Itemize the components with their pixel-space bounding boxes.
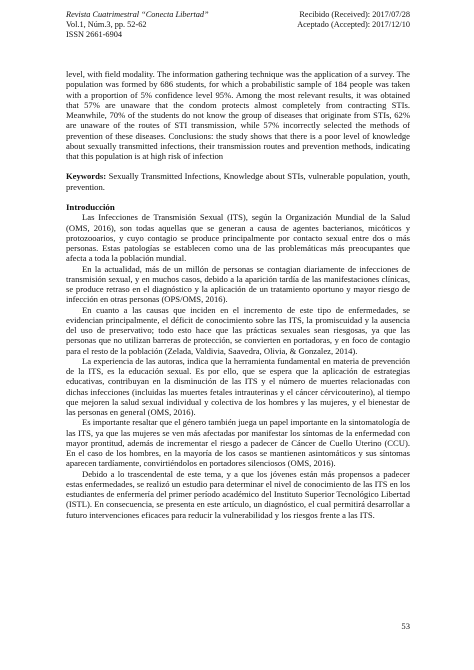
paragraph: Debido a lo trascendental de este tema, y a que los jóvenes están más propensos a padecer estas enfermedades, se realizó un estudio para determinar el nivel de conocimiento de las ITS en los estudiantes de enfermería del primer período académico del Instituto Superior Tecnológico Libertad (ISTL). En consecuencia, se presenta en este artículo, un diagnóstico, el cual permitirá desarrollar a futuro intervenciones eficaces para reducir la vulnerabilidad y los riesgos frente a las ITS. bbox=[66, 468, 410, 520]
header-journal-info bbox=[66, 10, 209, 41]
paragraph: En la actualidad, más de un millón de personas se contagian diariamente de infecciones de transmisión sexual, y en muchos casos, debido a la aparición tardía de las manifestaciones clínicas, se produce retraso en el diagnóstico y la aplicación de un tratamiento oportuno y mayor riesgo de infección en otras personas (OPS/OMS, 2016). bbox=[66, 263, 410, 305]
paragraph: En cuanto a las causas que inciden en el incremento de este tipo de enfermedades, se evidencian principalmente, el déficit de conocimiento sobre las ITS, la promiscuidad y la ausencia del uso de preservativo; todo esto hace que las prácticas sexuales sean riesgosas, ya que las personas que no utilizan barreras de protección, se convierten en portadoras, y en foco de contagio para el resto de la población (Zelada, Valdivia, Saavedra, Olivia, & Gonzalez, 2014). bbox=[66, 304, 410, 356]
section-title: Introducción bbox=[66, 201, 115, 212]
journal-title: Revista Cuatrimestral “Conecta Libertad” bbox=[66, 10, 209, 19]
keywords bbox=[66, 171, 410, 192]
journal-volume: Vol.1, Núm.3, pp. 52-62 bbox=[66, 20, 147, 30]
keywords-text: Sexually Transmitted Infections, Knowledge about STIs, vulnerable population, youth, prevention. bbox=[66, 171, 410, 192]
abstract-continuation: level, with field modality. The information gathering technique was the application of a survey. The population was formed by 686 students, for which a probabilistic sample of 184 people was taken with a proportion of 5% confidence level 95%. Among the most relevant results, it was obtained that 57% are unaware that the condom protects almost completely from contracting STIs. Meanwhile, 70% of the students do not know the group of diseases that originate from STIs, 62% are unaware of the routes of STI transmission, while 57% incorrectly selected the methods of prevention of these diseases. Conclusions: the study shows that there is a poor level of knowledge about sexually transmitted infections, their transmission routes and prevention methods, indicating that this population is at high risk of infection bbox=[66, 69, 410, 161]
page-number: 53 bbox=[401, 621, 410, 631]
article-body bbox=[66, 69, 410, 520]
journal-issn: ISSN 2661-6904 bbox=[66, 30, 123, 40]
accepted-date: Aceptado (Accepted): 2017/12/10 bbox=[297, 20, 410, 30]
paragraph: La experiencia de las autoras, indica que la herramienta fundamental en materia de prevención de la ITS, es la educación sexual. Es por ello, que se espera que la aplicación de estrategias educativas, contribuyan en la disminución de las ITS y el número de muertes relacionadas con dichas infecciones (incluidas las muertes fetales intrauterinas y el cáncer cérvicouterino), al tiempo que mejoren la salud sexual individual y colectiva de los hombres y las mujeres, y el bienestar de las personas en general (OMS, 2016). bbox=[66, 355, 410, 417]
header-dates bbox=[297, 10, 410, 30]
paragraph: Las Infecciones de Transmisión Sexual (ITS), según la Organización Mundial de la Salud (OMS, 2016), son todas aquellas que se generan a causa de agentes bacterianos, micóticos y protozooarios, y cuyo contagio se produce principalmente por contacto sexual entre dos o más personas. Estas patologías se establecen como una de las problemáticas más preocupantes que afecta a toda la población mundial. bbox=[66, 212, 410, 264]
received-date: Recibido (Received): 2017/07/28 bbox=[299, 10, 410, 19]
keywords-label: Keywords: bbox=[66, 171, 107, 182]
paragraph: Es importante resaltar que el género también juega un papel importante en la sintomatología de las ITS, ya que las mujeres se ven más afectadas por manifestar los síntomas de la enfermedad con mayor prontitud, además de incrementar el riesgo a padecer de Cáncer de Cuello Uterino (CCU). En el caso de los hombres, en la mayoría de los casos se mantienen asintomáticos y sus síntomas aparecen tardíamente, convirtiéndolos en portadores silenciosos (OMS, 2016). bbox=[66, 417, 410, 469]
